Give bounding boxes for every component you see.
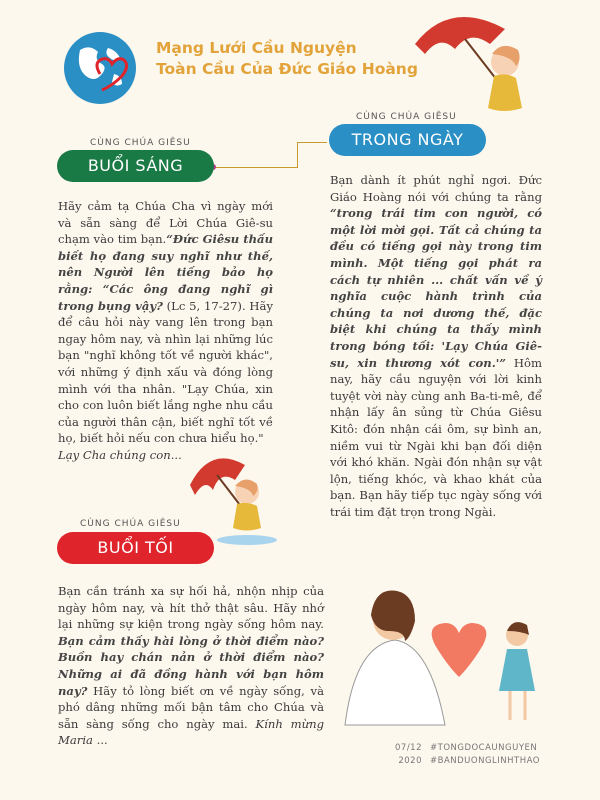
footer-date-year: 2020	[398, 756, 422, 766]
connector-line-v	[297, 142, 298, 168]
footer-tag-2: #BANDUONGLINHTHAO	[430, 756, 540, 766]
evening-kicker: CÙNG CHÚA GIÊSU	[80, 519, 181, 529]
evening-text-4: Kính mừng Maria ...	[58, 716, 324, 748]
footer-tags	[430, 742, 540, 768]
day-label: TRONG NGÀY	[329, 124, 486, 156]
globe-heart-logo-icon	[58, 28, 148, 108]
header-title-line2: Toàn Cầu Của Đức Giáo Hoàng	[156, 60, 418, 78]
girl-with-red-umbrella-icon	[410, 4, 550, 114]
evening-label: BUỔI TỐI	[57, 532, 214, 564]
day-text-1: Bạn dành ít phút nghỉ ngơi. Đức Giáo Hoàng nói với chúng ta rằng	[330, 173, 542, 204]
header-title-line1: Mạng Lưới Cầu Nguyện	[156, 39, 357, 57]
morning-text-2: “Đức Giêsu thấu biết họ đang suy nghĩ như thế, nên Người lên tiếng bảo họ rằng: “Các ông đang nghĩ gì trong bụng vậy?	[58, 232, 273, 313]
morning-text-3: (Lc 5, 17-27). Hãy để câu hỏi này vang lên trong bạn ngay hôm nay, và nhìn lại những lúc bạn "nghĩ không tốt về người khác", với những ý định xấu và đóng lòng mình với tha nhân. "Lạy Chúa, xin cho con luôn biết lắng nghe nhu cầu của người thân cận, biết nghĩ tốt về họ, biết hỏi nếu con chưa hiểu họ."	[58, 298, 273, 446]
day-text	[330, 172, 542, 520]
evening-text-3: Hãy tỏ lòng biết ơn về ngày sống, và phó dâng những mối bận tâm cho Chúa và sẵn sàng sống cho ngày mai.	[58, 683, 324, 731]
footer-date-day: 07/12	[395, 743, 422, 753]
evening-text	[58, 583, 324, 749]
evening-text-2: Bạn cảm thấy hài lòng ở thời điểm nào? Buồn hay chán nản ở thời điểm nào? Những ai đã đồng hành với bạn hôm nay?	[58, 633, 324, 698]
footer-tag-1: #TONGDOCAUNGUYEN	[430, 743, 538, 753]
day-text-2: “trong trái tim con người, có một lời mời gọi. Tất cả chúng ta đều có tiếng gọi này trong tim mình. Một tiếng gọi phát ra cách tự nhiên ... chất vấn về ý nghĩa cuộc hành trình của chúng ta nơi dương thế, đặc biệt khi chúng ta thấy mình trong bóng tối: 'Lạy Chúa Giê-su, xin thương xót con.'”	[330, 206, 542, 370]
footer-date	[388, 742, 422, 768]
morning-text-4: Lạy Cha chúng con...	[58, 447, 182, 462]
day-text-3: Hôm nay, hãy cầu nguyện với lời kinh tuyệt vời này cùng anh Ba-ti-mê, để nhận lấy ân sủng từ Chúa Giêsu Kitô: đón nhận cái ôm, sự bình an, niềm vui từ Ngài khi bạn đối diện với khó khăn. Ngài đón nhận sự vật lộn, tiếng khóc, và khao khát của bạn. Bạn hãy tiếp tục ngày sống với trái tim đặt trọn trong Ngài.	[330, 355, 542, 519]
morning-kicker: CÙNG CHÚA GIÊSU	[90, 138, 191, 148]
connector-line-h2	[297, 142, 327, 143]
day-kicker: CÙNG CHÚA GIÊSU	[356, 112, 457, 122]
morning-label: BUỔI SÁNG	[57, 150, 214, 182]
evening-text-1: Bạn cần tránh xa sự hối hả, nhộn nhịp của ngày hôm nay, và hít thở thật sâu. Hãy nhớ lại những sự kiện trong ngày sống hôm nay.	[58, 584, 324, 632]
morning-text-1: Hãy cảm tạ Chúa Cha vì ngày mới và sẵn sàng để Lời Chúa Giê-su chạm vào tim bạn.	[58, 199, 273, 247]
connector-line-h	[215, 167, 297, 168]
morning-text	[58, 198, 273, 464]
jesus-with-heart-icon	[335, 585, 550, 730]
header-title	[156, 38, 418, 80]
